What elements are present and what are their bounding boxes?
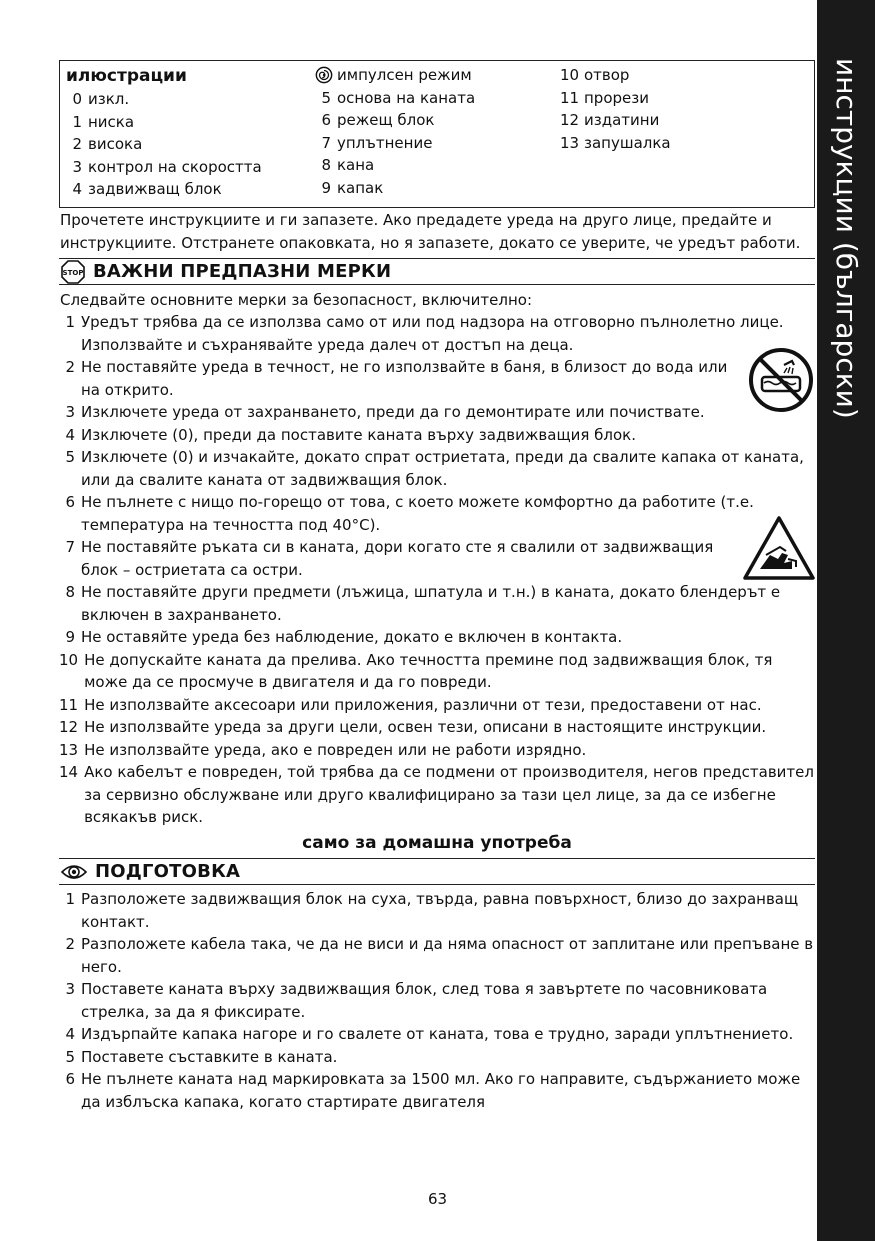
intro-paragraph: Прочетете инструкциите и ги запазете. Ако предадете уреда на друго лице, предайте и инструкциите. Отстранете опаковката, но я запазете, докато се уверите, че уредът работи. — [60, 211, 801, 252]
list-item: 8 Не поставяйте други предмети (лъжица, шпатула и т.н.) в каната, докато блендерът е включен в захранването. — [65, 583, 781, 624]
list-item: 3 Изключете уреда от захранването, преди да го демонтирате или почиствате. — [65, 403, 705, 421]
illustration-item: 3 контрол на скоростта — [72, 157, 262, 176]
illustration-item: 1 ниска — [72, 112, 135, 131]
preparation-list — [59, 888, 817, 1113]
illustrations-column-2 — [315, 64, 555, 199]
illustration-item: 0 изкл. — [72, 90, 130, 108]
safety-heading — [59, 258, 815, 285]
illustration-item: 13 запушалка — [560, 133, 671, 152]
sharp-blade-warning-icon — [742, 515, 816, 581]
illustrations-title: илюстрации — [66, 66, 187, 86]
preparation-heading — [59, 858, 815, 885]
preparation-title: ПОДГОТОВКА — [95, 861, 241, 882]
list-item: 5 Изключете (0) и изчакайте, докато спрат остриетата, преди да свалите капака от каната, или да свалите каната от задвижващия блок. — [65, 448, 804, 489]
list-item: 13 Не използвайте уреда, ако е повреден или не работи изрядно. — [59, 740, 587, 759]
pulse-label: импулсен режим — [337, 66, 472, 84]
eye-icon — [61, 862, 87, 882]
list-item: 1 Разположете задвижващия блок на суха, твърда, равна повърхност, близо до захранващ контакт. — [65, 890, 799, 931]
pulse-icon — [315, 66, 333, 84]
list-item: 2 Не поставяйте уреда в течност, не го използвайте в баня, в близост до вода или на открито. — [65, 358, 728, 399]
list-item: 7 Не поставяйте ръката си в каната, дори когато сте я свалили от задвижващия блок – остриетата са остри. — [65, 538, 714, 579]
illustration-item: 4 задвижващ блок — [72, 180, 222, 198]
illustration-item: 5 основа на каната — [321, 88, 476, 107]
illustration-item: 11 прорези — [560, 88, 649, 107]
no-water-warning-icon — [748, 347, 814, 413]
stop-icon — [61, 260, 85, 284]
illustrations-column-3 — [560, 64, 800, 154]
side-tab-label: инструкции (български) — [830, 58, 863, 419]
safety-lead: Следвайте основните мерки за безопасност, включително: — [60, 291, 532, 309]
list-item: 1 Уредът трябва да се използва само от или под надзора на отговорно пълнолетно лице. Използвайте и съхранявайте уреда далеч от достъп на деца. — [65, 313, 784, 354]
list-item: 10 Не допускайте каната да прелива. Ако течността премине под задвижващия блок, тя може да се просмуче в двигателя и да го повреди. — [59, 650, 773, 691]
illustrations-column-1 — [66, 64, 311, 201]
list-item: 11 Не използвайте аксесоари или приложения, различни от тези, предоставени от нас. — [59, 695, 762, 714]
list-item: 12 Не използвайте уреда за други цели, освен тези, описани в настоящите инструкции. — [59, 718, 767, 736]
illustration-item: 7 уплътнение — [321, 133, 433, 152]
svg-text:STOP: STOP — [62, 268, 84, 277]
list-item: 3 Поставете каната върху задвижващия блок, след това я завъртете по часовниковата стрелка, за да я фиксирате. — [65, 980, 768, 1021]
list-item: 2 Разположете кабела така, че да не виси и да няма опасност от заплитане или препъване в него. — [65, 935, 814, 976]
illustration-item: 10 отвор — [560, 66, 630, 84]
illustrations-box — [59, 60, 815, 208]
illustration-item: 12 издатини — [560, 111, 660, 129]
list-item: 4 Изключете (0), преди да поставите каната върху задвижващия блок. — [65, 425, 636, 444]
list-item: 6 Не пълнете каната над маркировката за 1500 мл. Ако го направите, съдържанието може да изблъска капака, когато стартирате двигателя — [65, 1070, 801, 1111]
illustration-item: 8 кана — [321, 156, 375, 174]
safety-list — [59, 311, 817, 829]
list-item: 4 Издърпайте капака нагоре и го свалете от каната, това е трудно, заради уплътнението. — [65, 1025, 794, 1043]
safety-title: ВАЖНИ ПРЕДПАЗНИ МЕРКИ — [93, 261, 392, 282]
illustration-item-pulse — [315, 64, 555, 87]
list-item: 14 Ако кабелът е повреден, той трябва да се подмени от производителя, негов представител за сервизно обслужване или друго квалифицирано за тази цел лице, за да се избегне всякакъв риск. — [59, 763, 814, 826]
illustration-item: 6 режещ блок — [321, 111, 435, 129]
list-item: 5 Поставете съставките в каната. — [65, 1047, 338, 1066]
illustration-item: 2 висока — [72, 135, 143, 153]
page-number: 63 — [427, 1190, 448, 1208]
list-item: 6 Не пълнете с нищо по-горещо от това, с което можете комфортно да работите (т.е. температура на течността под 40°C). — [65, 493, 754, 534]
illustration-item: 9 капак — [321, 178, 384, 197]
home-use-note: само за домашна употреба — [302, 833, 572, 853]
list-item: 9 Не оставяйте уреда без наблюдение, докато е включен в контакта. — [65, 628, 623, 646]
